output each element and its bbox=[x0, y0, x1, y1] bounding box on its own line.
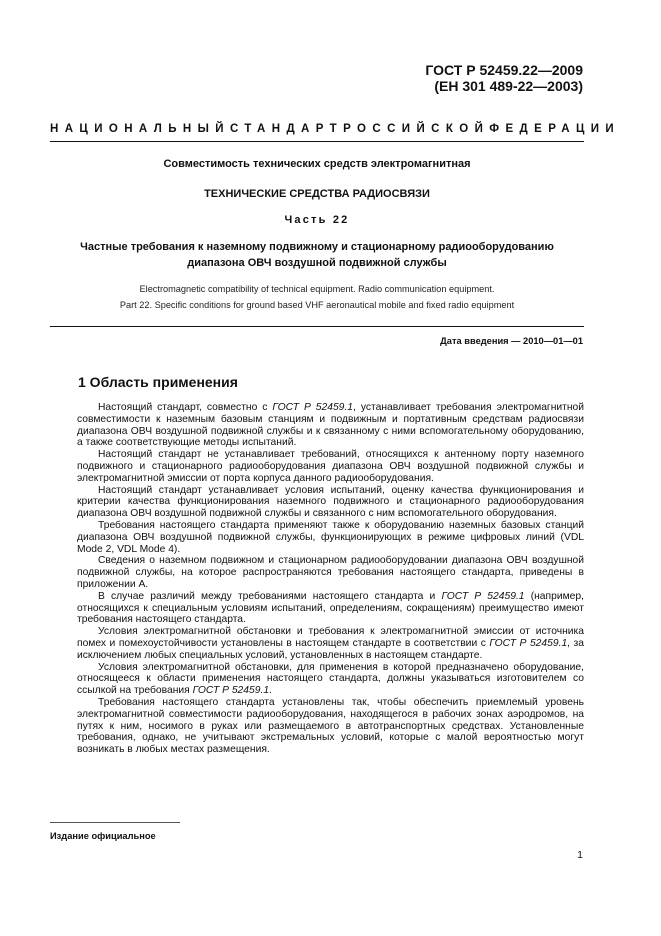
paragraph bbox=[77, 697, 584, 756]
paragraph-text: Настоящий стандарт устанавливает условия испытаний, оценку качества функционирования и критерии качества функционирования наземного подвижного и стационарного радиооборудования диапазона ОВЧ воздушной подвижной службы и связанного с ним вспомогательного оборудования. bbox=[77, 484, 584, 520]
banner-word: ФЕДЕРАЦИИ bbox=[489, 123, 621, 135]
description-line1: Частные требования к наземному подвижному и стационарному радиооборудованию bbox=[80, 241, 554, 253]
main-title: ТЕХНИЧЕСКИЕ СРЕДСТВА РАДИОСВЯЗИ bbox=[204, 188, 430, 200]
doc-number-line2: (ЕН 301 489-22—2003) bbox=[434, 78, 583, 94]
section-heading: 1 Область применения bbox=[78, 374, 238, 390]
english-line1: Electromagnetic compatibility of technical equipment. Radio communication equipment. bbox=[139, 284, 495, 294]
banner-word: СТАНДАРТ bbox=[229, 123, 344, 135]
paragraph-text: (например, относящихся к специальным условиям испытаний, определениям, сокращениям) преимущество имеют требования настоящего стандарта. bbox=[77, 590, 584, 626]
description-line2: диапазона ОВЧ воздушной подвижной службы bbox=[187, 257, 447, 269]
banner-rule bbox=[50, 141, 584, 142]
standard-reference: ГОСТ Р 52459.1 bbox=[441, 590, 525, 602]
paragraph-text: Условия электромагнитной обстановки и требования к электромагнитной эмиссии от источника помех и помехоустойчивости установлены в настоящем стандарте в соответствии с bbox=[77, 626, 584, 649]
national-standard-banner bbox=[50, 123, 621, 135]
standard-reference: ГОСТ Р 52459.1 bbox=[192, 685, 270, 697]
document-number bbox=[425, 62, 583, 94]
paragraph bbox=[77, 555, 584, 590]
english-title bbox=[60, 282, 574, 313]
standard-reference: ГОСТ Р 52459.1 bbox=[489, 637, 568, 649]
paragraph bbox=[77, 402, 584, 449]
paragraph bbox=[77, 662, 584, 697]
footer-rule bbox=[50, 822, 180, 823]
paragraph-text: Сведения о наземном подвижном и стационарном радиооборудовании диапазона ОВЧ воздушной подвижной службы, на которое распространяются требования настоящего стандарта, приведены в приложении А. bbox=[77, 555, 584, 590]
english-line2: Part 22. Specific conditions for ground based VHF aeronautical mobile and fixed radio equipment bbox=[119, 299, 515, 310]
paragraph-text: Настоящий стандарт, совместно с bbox=[98, 402, 273, 413]
official-edition-note: Издание официальное bbox=[50, 831, 156, 841]
paragraph bbox=[77, 449, 584, 484]
paragraph-text: В случае различий между требованиями настоящего стандарта и bbox=[98, 590, 442, 602]
paragraph-text: Требования настоящего стандарта применяют также к оборудованию наземных базовых станций диапазона ОВЧ воздушной подвижной службы, функционирующих в режиме цифровых линий (VDL Mode 2, VDL Mode 4). bbox=[77, 519, 584, 555]
standard-reference: ГОСТ Р 52459.1 bbox=[272, 402, 354, 413]
doc-number-line1: ГОСТ Р 52459.22—2009 bbox=[425, 62, 583, 78]
paragraph-text: Условия электромагнитной обстановки, для применения в которой предназначено оборудование, относящееся к области применения настоящего стандарта, должны указываться изготовителем со ссылкой на требования bbox=[77, 661, 584, 697]
page-number: 1 bbox=[577, 849, 583, 861]
introduction-date: Дата введения — 2010—01—01 bbox=[440, 336, 583, 346]
paragraph bbox=[77, 591, 584, 626]
part-number: Часть 22 bbox=[284, 214, 350, 226]
paragraph-text: Настоящий стандарт не устанавливает требований, относящихся к антенному порту наземного подвижного и стационарного радиооборудования диапазона ОВЧ воздушной подвижной службы и электромагнитной эмиссии от порта корпуса данного радиооборудования. bbox=[77, 449, 584, 484]
paragraph-text: Требования настоящего стандарта установлены так, чтобы обеспечить приемлемый уровень электромагнитной совместимости радиооборудования, находящегося в рабочих зонах аэродромов, на путях к ним, носимого в руках или размещаемого в автотранспортных средствах. Установленные требования, однако, не учитывают экстремальных условий, которые с малой вероятностью могут возникать в любых местах размещения. bbox=[77, 696, 584, 756]
paragraph bbox=[77, 626, 584, 661]
subtitle: Совместимость технических средств электромагнитная bbox=[163, 158, 471, 170]
paragraph bbox=[77, 520, 584, 555]
banner-word: РОССИЙСКОЙ bbox=[343, 123, 490, 135]
paragraph-text: , за исключением любых специальных условий, установленных в настоящем стандарте. bbox=[77, 637, 584, 661]
paragraph-text: . bbox=[269, 685, 272, 697]
paragraph bbox=[77, 485, 584, 520]
section-body bbox=[77, 402, 584, 756]
paragraph-text: , устанавливает требования электромагнитной совместимости к наземным базовым станциям и подвижным и портативным средствам радиосвязи диапазона ОВЧ воздушной подвижной службы и к связанному с ними вспомогательному оборудованию, а также соответствующие методы испытаний. bbox=[77, 402, 585, 449]
title-rule bbox=[50, 326, 584, 327]
banner-word: НАЦИОНАЛЬНЫЙ bbox=[50, 123, 230, 135]
